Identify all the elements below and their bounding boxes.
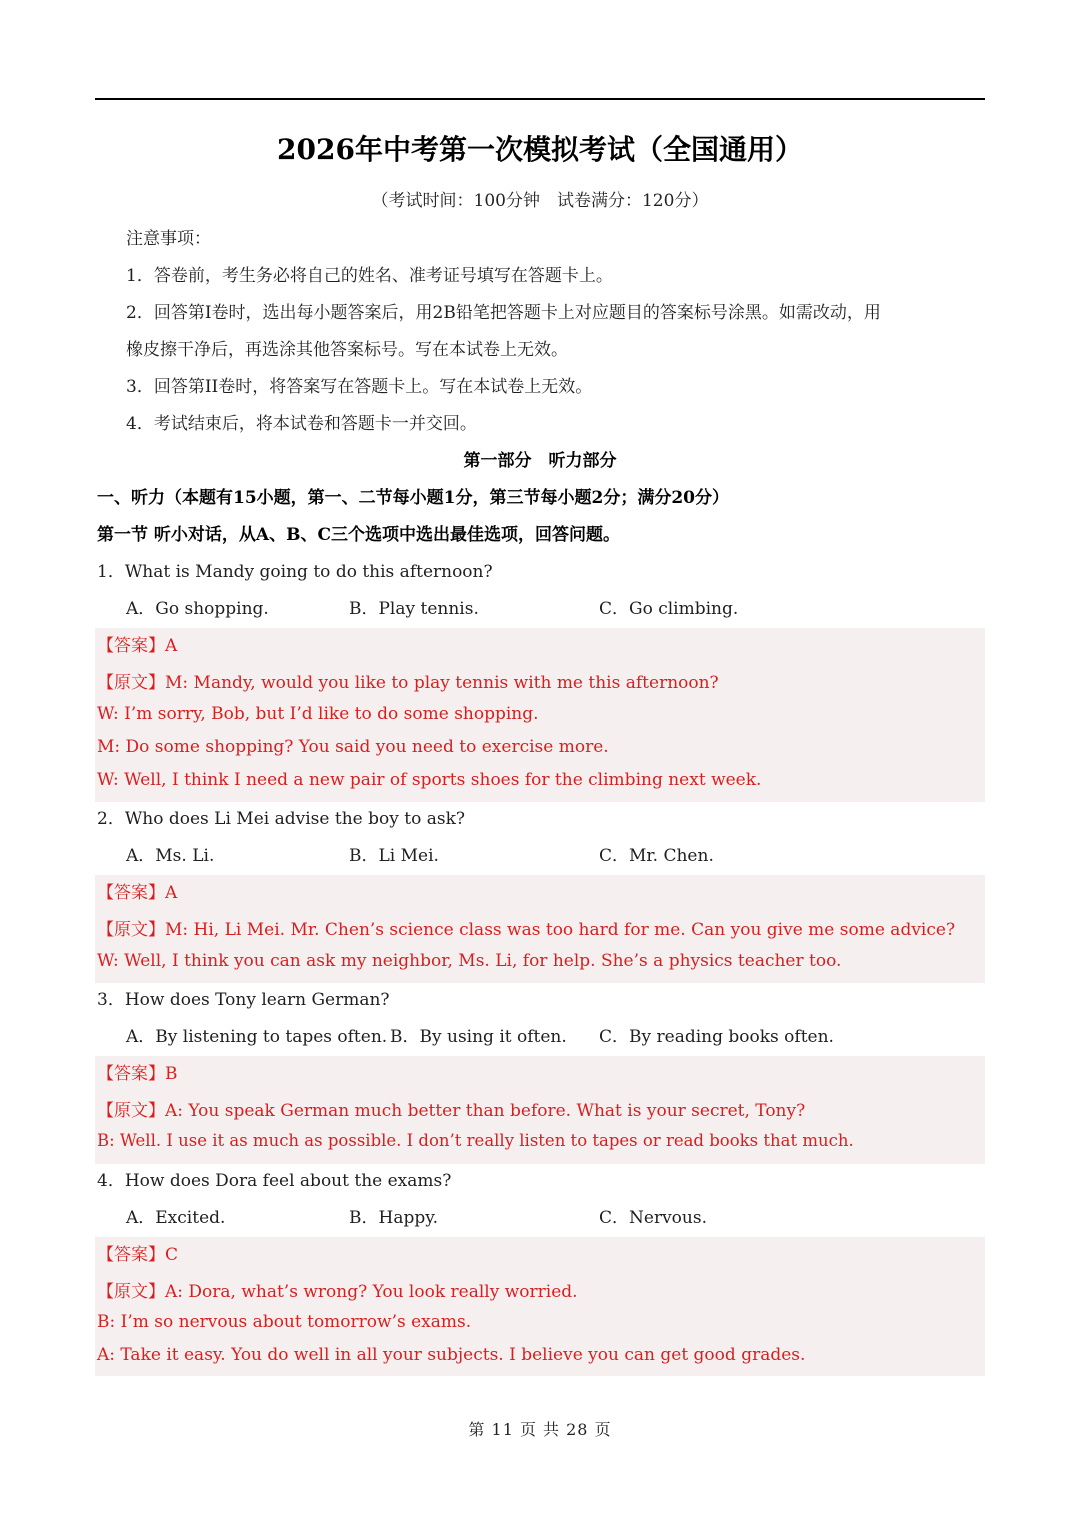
transcript-text: B: I’m so nervous about tomorrow’s exams. xyxy=(97,1312,472,1332)
transcript-line xyxy=(97,668,719,693)
transcript-tag: 【原文】 xyxy=(97,1282,165,1302)
option-b: B．Li Mei. xyxy=(349,846,439,866)
transcript-text: M: Do some shopping? You said you need to exercise more. xyxy=(97,737,609,757)
answer-value: A xyxy=(165,883,178,903)
exam-title: 2026年中考第一次模拟考试（全国通用） xyxy=(277,133,803,166)
note-item: 2．回答第I卷时，选出每小题答案后，用2B铅笔把答题卡上对应题目的答案标号涂黑。如需改动，用 xyxy=(126,303,881,323)
answer-value: C xyxy=(165,1245,179,1265)
note-item: 4．考试结束后，将本试卷和答题卡一并交回。 xyxy=(126,414,477,434)
transcript-text: M: Mandy, would you like to play tennis with me this afternoon? xyxy=(165,673,719,693)
option-c: C．Nervous. xyxy=(599,1208,707,1228)
option-c: C．Go climbing. xyxy=(599,599,739,619)
transcript-text: A: Take it easy. You do well in all your subjects. I believe you can get good grades. xyxy=(97,1345,806,1365)
page-number: 第 11 页 共 28 页 xyxy=(468,1420,612,1439)
answer-tag: 【答案】 xyxy=(97,1064,165,1084)
answer-tag: 【答案】 xyxy=(97,883,165,903)
answer-line xyxy=(97,878,177,903)
option-c: C．Mr. Chen. xyxy=(599,846,714,866)
transcript-text: W: Well, I think I need a new pair of sports shoes for the climbing next week. xyxy=(97,770,762,790)
option-b: B．Happy. xyxy=(349,1208,438,1228)
part-title: 第一部分 听力部分 xyxy=(463,451,617,471)
transcript-line xyxy=(97,1277,578,1302)
exam-subtitle: （考试时间：100分钟 试卷满分：120分） xyxy=(371,191,709,211)
transcript-text: W: I’m sorry, Bob, but I’d like to do some shopping. xyxy=(97,704,539,724)
answer-value: A xyxy=(165,636,178,656)
answer-line xyxy=(97,631,177,656)
transcript-tag: 【原文】 xyxy=(97,920,165,940)
transcript-tag: 【原文】 xyxy=(97,673,165,693)
note-item: 1．答卷前，考生务必将自己的姓名、准考证号填写在答题卡上。 xyxy=(126,266,613,286)
question-stem: 3．How does Tony learn German? xyxy=(97,990,390,1010)
notes-heading: 注意事项： xyxy=(126,229,211,249)
option-b: B．Play tennis. xyxy=(349,599,479,619)
answer-line xyxy=(97,1240,178,1265)
question-stem: 2．Who does Li Mei advise the boy to ask? xyxy=(97,809,465,829)
transcript-text: A: Dora, what’s wrong? You look really worried. xyxy=(165,1282,578,1302)
section-title: 一、听力（本题有15小题，第一、二节每小题1分，第三节每小题2分；满分20分） xyxy=(97,488,729,508)
question-stem: 1．What is Mandy going to do this afternoon? xyxy=(97,562,493,582)
transcript-text: W: Well, I think you can ask my neighbor, Ms. Li, for help. She’s a physics teacher too. xyxy=(97,951,842,971)
option-a: A．Excited. xyxy=(126,1208,226,1228)
answer-tag: 【答案】 xyxy=(97,636,165,656)
option-b: B．By using it often. xyxy=(390,1027,567,1047)
option-c: C．By reading books often. xyxy=(599,1027,834,1047)
header-rule xyxy=(95,98,985,100)
transcript-tag: 【原文】 xyxy=(97,1101,165,1121)
subsection-title: 第一节 听小对话，从A、B、C三个选项中选出最佳选项，回答问题。 xyxy=(97,525,621,545)
option-a: A．By listening to tapes often. xyxy=(126,1027,388,1047)
question-stem: 4．How does Dora feel about the exams? xyxy=(97,1171,452,1191)
transcript-text: B: Well. I use it as much as possible. I don’t really listen to tapes or read books that much. xyxy=(97,1131,854,1150)
transcript-text: M: Hi, Li Mei. Mr. Chen’s science class was too hard for me. Can you give me some advice? xyxy=(165,920,956,940)
option-a: A．Go shopping. xyxy=(126,599,269,619)
transcript-line xyxy=(97,915,955,940)
answer-tag: 【答案】 xyxy=(97,1245,165,1265)
answer-line xyxy=(97,1059,178,1084)
transcript-line xyxy=(97,1096,805,1121)
answer-value: B xyxy=(165,1064,178,1084)
option-a: A．Ms. Li. xyxy=(126,846,215,866)
note-item: 橡皮擦干净后，再选涂其他答案标号。写在本试卷上无效。 xyxy=(126,340,568,360)
transcript-text: A: You speak German much better than before. What is your secret, Tony? xyxy=(165,1101,806,1121)
note-item: 3．回答第II卷时，将答案写在答题卡上。写在本试卷上无效。 xyxy=(126,377,593,397)
